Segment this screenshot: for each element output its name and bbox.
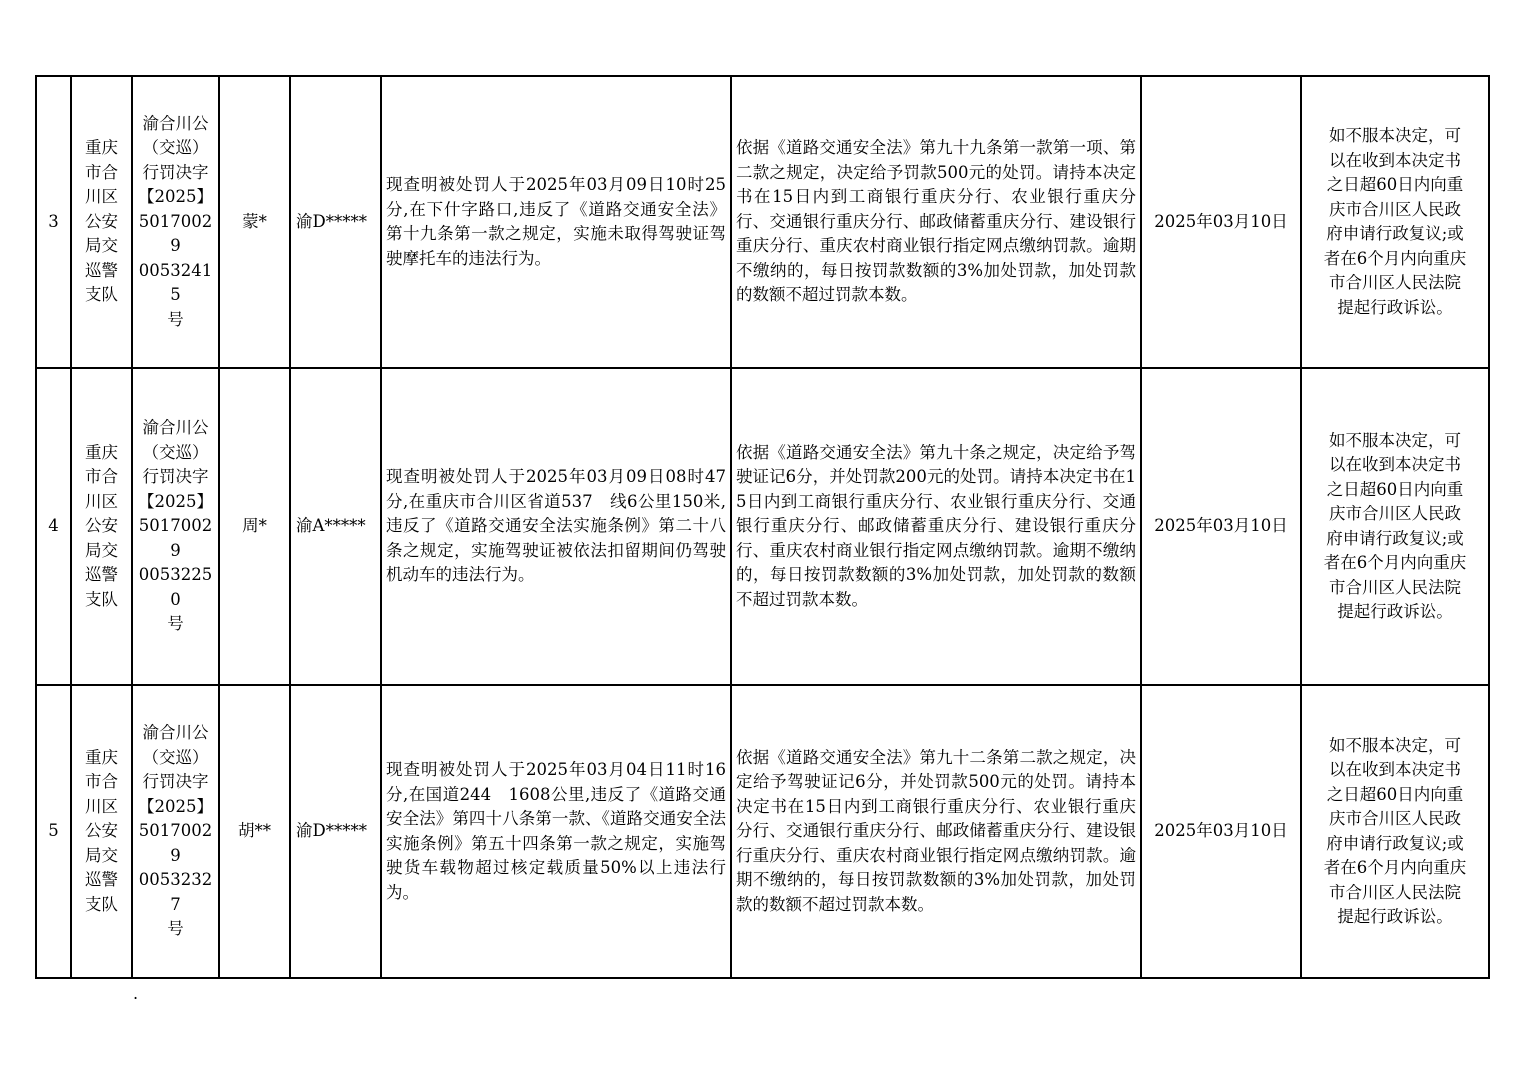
remedy-line: 提起行政诉讼。 xyxy=(1337,907,1453,926)
agency-line: 公安 xyxy=(85,821,118,841)
penalty-basis-cell: 依据《道路交通安全法》第九十九条第一款第一项、第二款之规定，决定给予罚款500元的处罚。请持本决定书在15日内到工商银行重庆分行、农业银行重庆分行、交通银行重庆分行、邮政储蓄重庆分行、建设银行重庆分行、重庆农村商业银行指定网点缴纳罚款。逾期不缴纳的，每日按罚款数额的3%加处罚款，加处罚款的数额不超过罚款本数。 xyxy=(731,76,1141,368)
table-row xyxy=(36,76,1489,368)
seq-cell: 3 xyxy=(36,76,71,368)
violation-facts-cell: 现查明被处罚人于2025年03月04日11时16分,在国道244 1608公里,违反了《道路交通安全法》第四十八条第一款、《道路交通安全法实施条例》第五十四条第一款之规定，实施驾驶货车载物超过核定载质量50%以上违法行为。 xyxy=(381,685,731,978)
offender-name-cell: 胡** xyxy=(219,685,290,978)
plate-number-cell: 渝D***** xyxy=(290,76,381,368)
remedy-line: 之日超60日内向重 xyxy=(1326,175,1464,194)
agency-line: 巡警 xyxy=(85,565,118,585)
agency-line: 重庆 xyxy=(85,747,118,767)
agency-cell xyxy=(71,685,132,978)
agency-line: 支队 xyxy=(85,285,118,305)
decision-number-cell xyxy=(132,685,219,978)
agency-line: 市合 xyxy=(85,467,118,487)
remedy-line: 如不服本决定，可 xyxy=(1329,735,1461,755)
decision-number-line: 50170029 xyxy=(138,821,213,865)
legal-remedy-cell xyxy=(1301,76,1489,368)
remedy-line: 以在收到本决定书 xyxy=(1329,150,1461,170)
agency-line: 川区 xyxy=(85,796,118,816)
decision-date-cell: 2025年03月10日 xyxy=(1141,685,1301,978)
decision-number-line: 行罚决字 xyxy=(142,467,209,487)
agency-line: 局交 xyxy=(85,236,118,256)
remedy-line: 市合川区人民法院 xyxy=(1329,882,1461,902)
penalty-table xyxy=(35,75,1490,979)
offender-name-cell: 周* xyxy=(219,368,290,685)
decision-number-line: 渝合川公 xyxy=(142,418,209,438)
decision-number-cell xyxy=(132,76,219,368)
remedy-line: 提起行政诉讼。 xyxy=(1337,602,1453,621)
decision-number-line: 渝合川公 xyxy=(142,723,209,743)
legal-remedy-cell xyxy=(1301,368,1489,685)
violation-facts-cell: 现查明被处罚人于2025年03月09日08时47分,在重庆市合川区省道537 线6公里150米,违反了《道路交通安全法实施条例》第二十八条之规定，实施驾驶证被依法扣留期间仍驾驶机动车的违法行为。 xyxy=(381,368,731,685)
decision-number-line: （交巡） xyxy=(142,138,209,158)
decision-number-line: 号 xyxy=(167,309,184,329)
decision-number-line: （交巡） xyxy=(142,747,209,767)
remedy-line: 者在6个月内向重庆 xyxy=(1323,858,1467,877)
remedy-line: 庆市合川区人民政 xyxy=(1329,504,1461,523)
remedy-line: 之日超60日内向重 xyxy=(1326,479,1464,499)
table-row xyxy=(36,368,1489,685)
decision-number-line: 号 xyxy=(167,614,184,634)
agency-line: 市合 xyxy=(85,162,118,182)
remedy-line: 庆市合川区人民政 xyxy=(1329,199,1461,219)
decision-number-line: 00532415 xyxy=(138,260,213,305)
agency-line: 川区 xyxy=(85,491,118,511)
remedy-line: 如不服本决定，可 xyxy=(1329,126,1461,145)
decision-number-line: 【2025】 xyxy=(138,491,213,511)
decision-date-cell: 2025年03月10日 xyxy=(1141,76,1301,368)
legal-remedy-cell xyxy=(1301,685,1489,978)
decision-number-line: 50170029 xyxy=(138,516,213,560)
agency-line: 公安 xyxy=(85,516,118,536)
decision-number-line: 渝合川公 xyxy=(142,113,209,133)
decision-date-cell: 2025年03月10日 xyxy=(1141,368,1301,685)
remedy-line: 之日超60日内向重 xyxy=(1326,784,1464,804)
plate-number-cell: 渝A***** xyxy=(290,368,381,685)
decision-number-line: 行罚决字 xyxy=(142,772,209,792)
decision-number-line: 号 xyxy=(167,919,184,939)
agency-line: 支队 xyxy=(85,894,118,914)
remedy-line: 府申请行政复议;或 xyxy=(1326,833,1464,853)
agency-cell xyxy=(71,76,132,368)
agency-line: 重庆 xyxy=(85,138,118,158)
penalty-basis-cell: 依据《道路交通安全法》第九十二条第二款之规定，决定给予驾驶证记6分，并处罚款500元的处罚。请持本决定书在15日内到工商银行重庆分行、农业银行重庆分行、交通银行重庆分行、邮政储蓄重庆分行、建设银行重庆分行、重庆农村商业银行指定网点缴纳罚款。逾期不缴纳的，每日按罚款数额的3%加处罚款，加处罚款的数额不超过罚款本数。 xyxy=(731,685,1141,978)
remedy-line: 提起行政诉讼。 xyxy=(1337,297,1453,317)
decision-number-line: （交巡） xyxy=(142,442,209,462)
agency-line: 重庆 xyxy=(85,442,118,462)
table-row xyxy=(36,685,1489,978)
remedy-line: 府申请行政复议;或 xyxy=(1326,224,1464,243)
agency-line: 川区 xyxy=(85,187,118,207)
seq-cell: 4 xyxy=(36,368,71,685)
remedy-line: 市合川区人民法院 xyxy=(1329,577,1461,597)
decision-number-line: 【2025】 xyxy=(138,187,213,207)
remedy-line: 市合川区人民法院 xyxy=(1329,273,1461,292)
agency-line: 局交 xyxy=(85,540,118,560)
footer-mark: . xyxy=(133,984,139,1003)
penalty-basis-cell: 依据《道路交通安全法》第九十条之规定，决定给予驾驶证记6分，并处罚款200元的处罚。请持本决定书在15日内到工商银行重庆分行、农业银行重庆分行、交通银行重庆分行、邮政储蓄重庆分行、建设银行重庆分行、重庆农村商业银行指定网点缴纳罚款。逾期不缴纳的，每日按罚款数额的3%加处罚款，加处罚款的数额不超过罚款本数。 xyxy=(731,368,1141,685)
decision-number-line: 50170029 xyxy=(138,211,213,256)
decision-number-line: 行罚决字 xyxy=(142,162,209,182)
offender-name-cell: 蒙* xyxy=(219,76,290,368)
agency-line: 巡警 xyxy=(85,870,118,890)
remedy-line: 以在收到本决定书 xyxy=(1329,760,1461,779)
agency-line: 公安 xyxy=(85,211,118,231)
agency-line: 市合 xyxy=(85,772,118,792)
decision-number-line: 【2025】 xyxy=(138,796,213,816)
decision-number-line: 00532327 xyxy=(138,870,213,914)
decision-number-cell xyxy=(132,368,219,685)
seq-cell: 5 xyxy=(36,685,71,978)
remedy-line: 以在收到本决定书 xyxy=(1329,455,1461,474)
agency-line: 局交 xyxy=(85,845,118,865)
remedy-line: 者在6个月内向重庆 xyxy=(1323,248,1467,268)
violation-facts-cell: 现查明被处罚人于2025年03月09日10时25分,在下什字路口,违反了《道路交通安全法》第十九条第一款之规定，实施未取得驾驶证驾驶摩托车的违法行为。 xyxy=(381,76,731,368)
remedy-line: 庆市合川区人民政 xyxy=(1329,809,1461,828)
remedy-line: 府申请行政复议;或 xyxy=(1326,528,1464,548)
decision-number-line: 00532250 xyxy=(138,565,213,609)
agency-line: 巡警 xyxy=(85,260,118,280)
plate-number-cell: 渝D***** xyxy=(290,685,381,978)
remedy-line: 如不服本决定，可 xyxy=(1329,430,1461,450)
agency-cell xyxy=(71,368,132,685)
agency-line: 支队 xyxy=(85,589,118,609)
remedy-line: 者在6个月内向重庆 xyxy=(1323,553,1467,572)
